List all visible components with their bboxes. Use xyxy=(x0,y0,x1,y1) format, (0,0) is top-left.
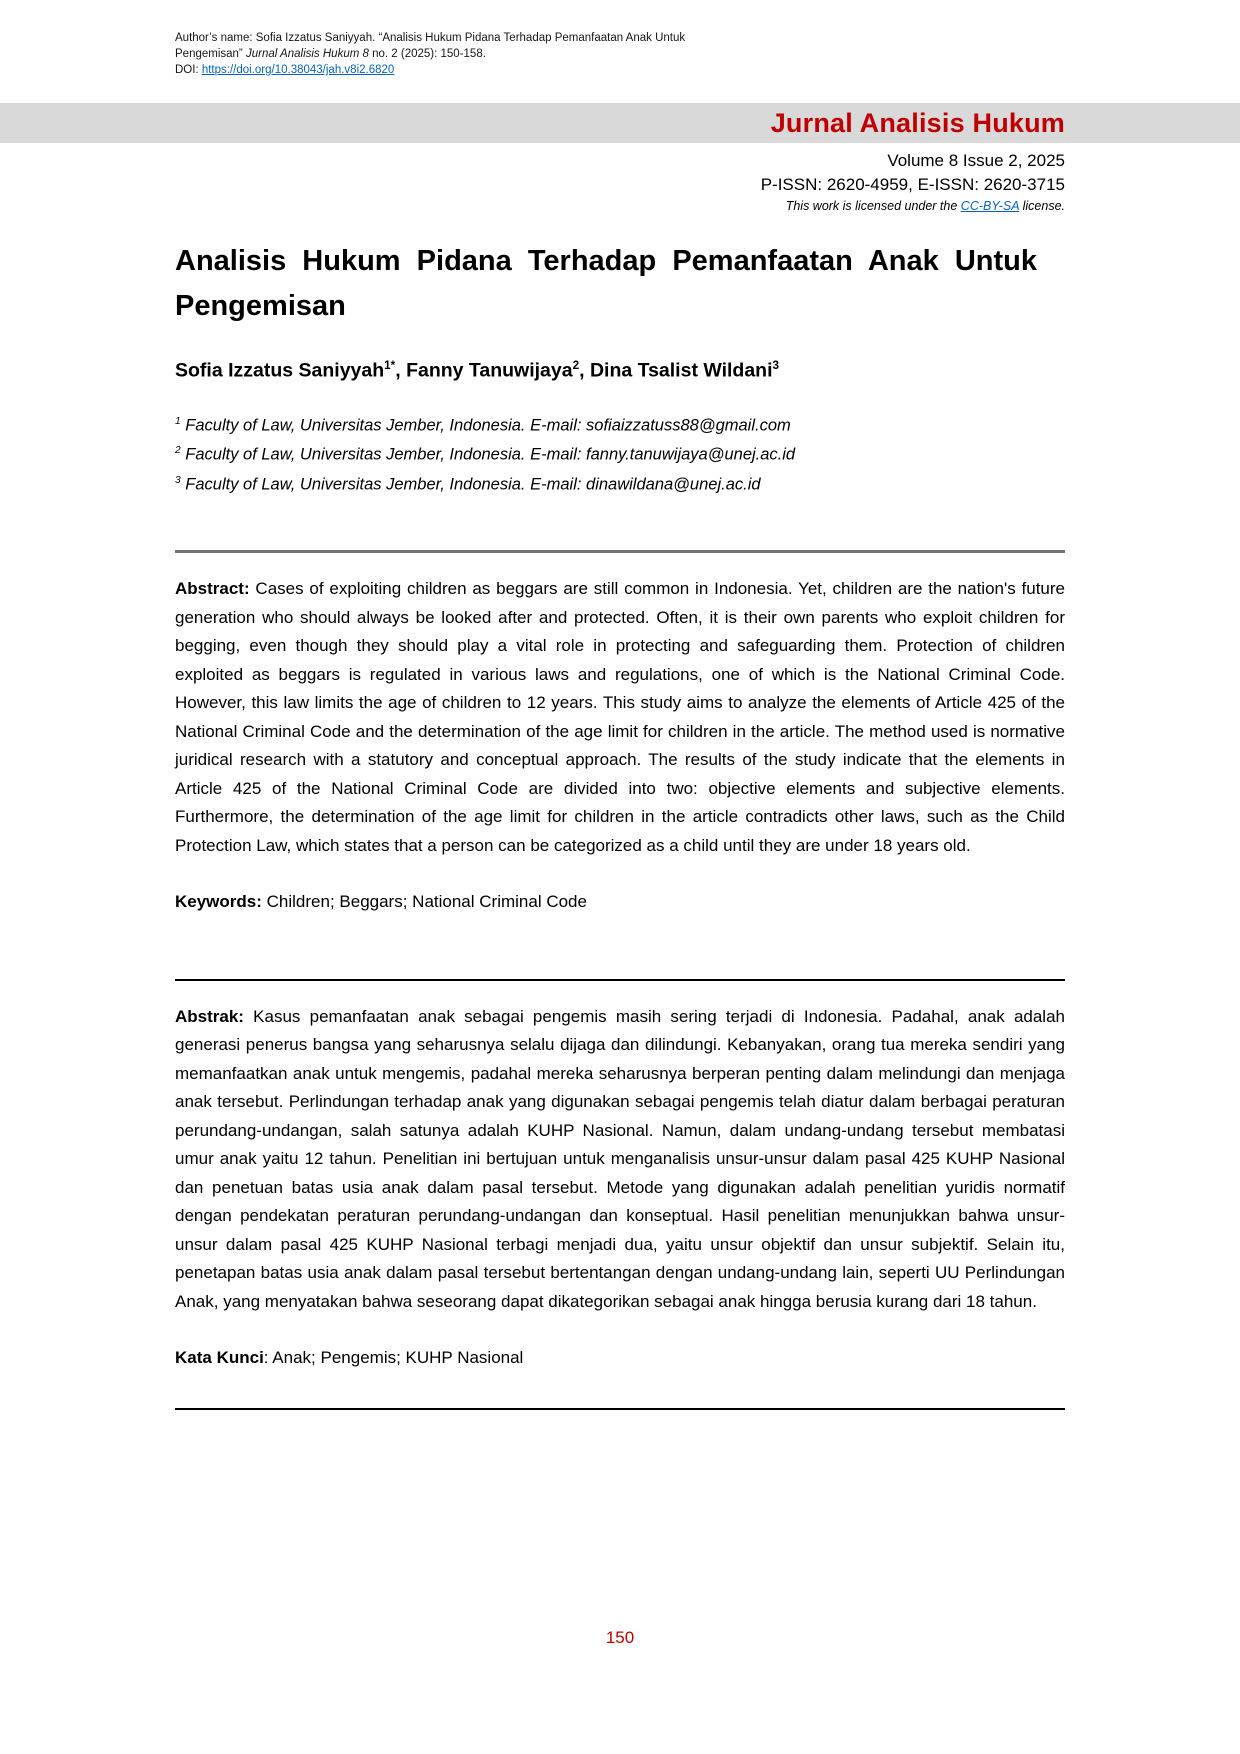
section-divider-bottom xyxy=(175,1408,1065,1410)
section-divider-top xyxy=(175,550,1065,553)
author-superscript-1: 1* xyxy=(384,359,396,372)
citation-journal-italic: Jurnal Analisis Hukum 8 xyxy=(245,48,369,60)
doi-label: DOI: xyxy=(175,64,202,76)
cc-by-sa-link[interactable]: CC-BY-SA xyxy=(960,199,1020,213)
affiliation-superscript-3: 3 xyxy=(175,474,181,486)
article-title: Analisis Hukum Pidana Terhadap Pemanfaatan Anak Untuk Pengemisan xyxy=(175,245,1037,322)
abstract-en xyxy=(175,575,1065,860)
abstract-en-text: Cases of exploiting children as beggars are still common in Indonesia. Yet, children are the nation's future generation who should always be looked after and protected. Often, it is their own parents who exploit children for begging, even though they should play a vital role in protecting and safeguarding them. Protection of children exploited as beggars is regulated in various laws and regulations, one of which is the National Criminal Code. However, this law limits the age of children to 12 years. This study aims to analyze the elements of Article 425 of the National Criminal Code and the determination of the age limit for children in the article. The method used is normative juridical research with a statutory and conceptual approach. The results of the study indicate that the elements in Article 425 of the National Criminal Code are divided into two: objective elements and subjective elements. Furthermore, the determination of the age limit for children in the article contradicts other laws, such as the Child Protection Law, which states that a person can be categorized as a child until they are under 18 years old. xyxy=(175,579,1065,855)
citation-line-1: Author’s name: Sofia Izzatus Saniyyah. “Analisis Hukum Pidana Terhadap Pemanfaatan Anak Untuk xyxy=(175,32,686,44)
journal-banner xyxy=(0,103,1240,143)
affiliation-superscript-2: 2 xyxy=(175,445,181,456)
authors-line: Sofia Izzatus Saniyyah$^{1*}$, Fanny Tanuwijaya$^2$, Dina Tsalist Wildani$^3$ xyxy=(175,359,780,382)
author-name-2: Fanny Tanuwijaya xyxy=(406,359,573,382)
affiliation-text-2: Faculty of Law, Universitas Jember, Indonesia. E-mail: fanny.tanuwijaya@unej.ac.id xyxy=(180,445,796,464)
author-name-3: Dina Tsalist Wildani xyxy=(589,359,773,382)
author-superscript-2: 2 xyxy=(572,359,580,372)
keywords-id-text: : Anak; Pengemis; KUHP Nasional xyxy=(263,1348,524,1367)
keywords-id-label: Kata Kunci xyxy=(175,1348,264,1367)
license-line: This work is licensed under the CC-BY-SA license. xyxy=(785,199,1065,213)
keywords-id-line xyxy=(175,1344,1065,1373)
keywords-en-line xyxy=(175,888,1065,917)
abstract-id xyxy=(175,1003,1065,1317)
section-divider-middle xyxy=(175,979,1065,981)
abstract-id-text: Kasus pemanfaatan anak sebagai pengemis masih sering terjadi di Indonesia. Padahal, anak adalah generasi penerus bangsa yang seharusnya selalu dijaga dan dilindungi. Kebanyakan, orang tua mereka sendiri yang memanfaatkan anak untuk mengemis, padahal mereka seharusnya berperan penting dalam melindungi dan menjaga anak tersebut. Perlindungan terhadap anak yang digunakan sebagai pengemis telah diatur dalam berbagai peraturan perundang-undangan, salah satunya adalah KUHP Nasional. Namun, dalam undang-undang tersebut membatasi umur anak yaitu 12 tahun. Penelitian ini bertujuan untuk menganalisis unsur-unsur dalam pasal 425 KUHP Nasional dan penetuan batas usia anak dalam pasal tersebut. Metode yang digunakan adalah penelitian yuridis normatif dengan pendekatan peraturan perundang-undangan dan konseptual. Hasil penelitian menunjukkan bahwa unsur-unsur dalam pasal 425 KUHP Nasional terbagi menjadi dua, yaitu unsur objektif dan unsur subjektif. Selain itu, penetapan batas usia anak dalam pasal tersebut bertentangan dengan undang-undang lain, seperti UU Perlindungan Anak, yang menyatakan bahwa seseorang dapat dikategorikan sebagai anak hingga berusia kurang dari 18 tahun. xyxy=(175,1006,1065,1311)
issue-meta xyxy=(175,149,1065,215)
page-number: 150 xyxy=(605,1628,635,1647)
author-name-1: Sofia Izzatus Saniyyah xyxy=(175,359,385,382)
affiliation-item-2 xyxy=(175,438,1065,468)
citation-line-2: Pengemisan” Jurnal Analisis Hukum 8 no. 2 (2025): 150-158. xyxy=(175,48,486,60)
keywords-en-label: Keywords: xyxy=(175,892,262,911)
affiliation-item-3 xyxy=(175,468,1065,498)
affiliations-block xyxy=(175,409,1065,498)
citation-doi-line xyxy=(175,62,825,78)
abstract-en-label: Abstract: xyxy=(175,579,250,598)
affiliation-text-1: Faculty of Law, Universitas Jember, Indonesia. E-mail: sofiaizzatuss88@gmail.com xyxy=(180,416,791,434)
affiliation-superscript-1: 1 xyxy=(175,415,181,427)
affiliation-item-1 xyxy=(175,409,1065,439)
issn-line: P-ISSN: 2620-4959, E-ISSN: 2620-3715 xyxy=(760,175,1065,194)
abstract-id-label: Abstrak: xyxy=(175,1006,244,1026)
journal-name: Jurnal Analisis Hukum xyxy=(770,107,1065,138)
header-citation xyxy=(175,0,825,78)
doi-link[interactable]: https://doi.org/10.38043/jah.v8i2.6820 xyxy=(201,64,395,76)
author-superscript-3: 3 xyxy=(772,359,780,372)
affiliation-text-3: Faculty of Law, Universitas Jember, Indonesia. E-mail: dinawildana@unej.ac.id xyxy=(180,475,761,493)
keywords-en-text: Children; Beggars; National Criminal Code xyxy=(261,892,587,911)
volume-issue-line: Volume 8 Issue 2, 2025 xyxy=(887,151,1065,170)
